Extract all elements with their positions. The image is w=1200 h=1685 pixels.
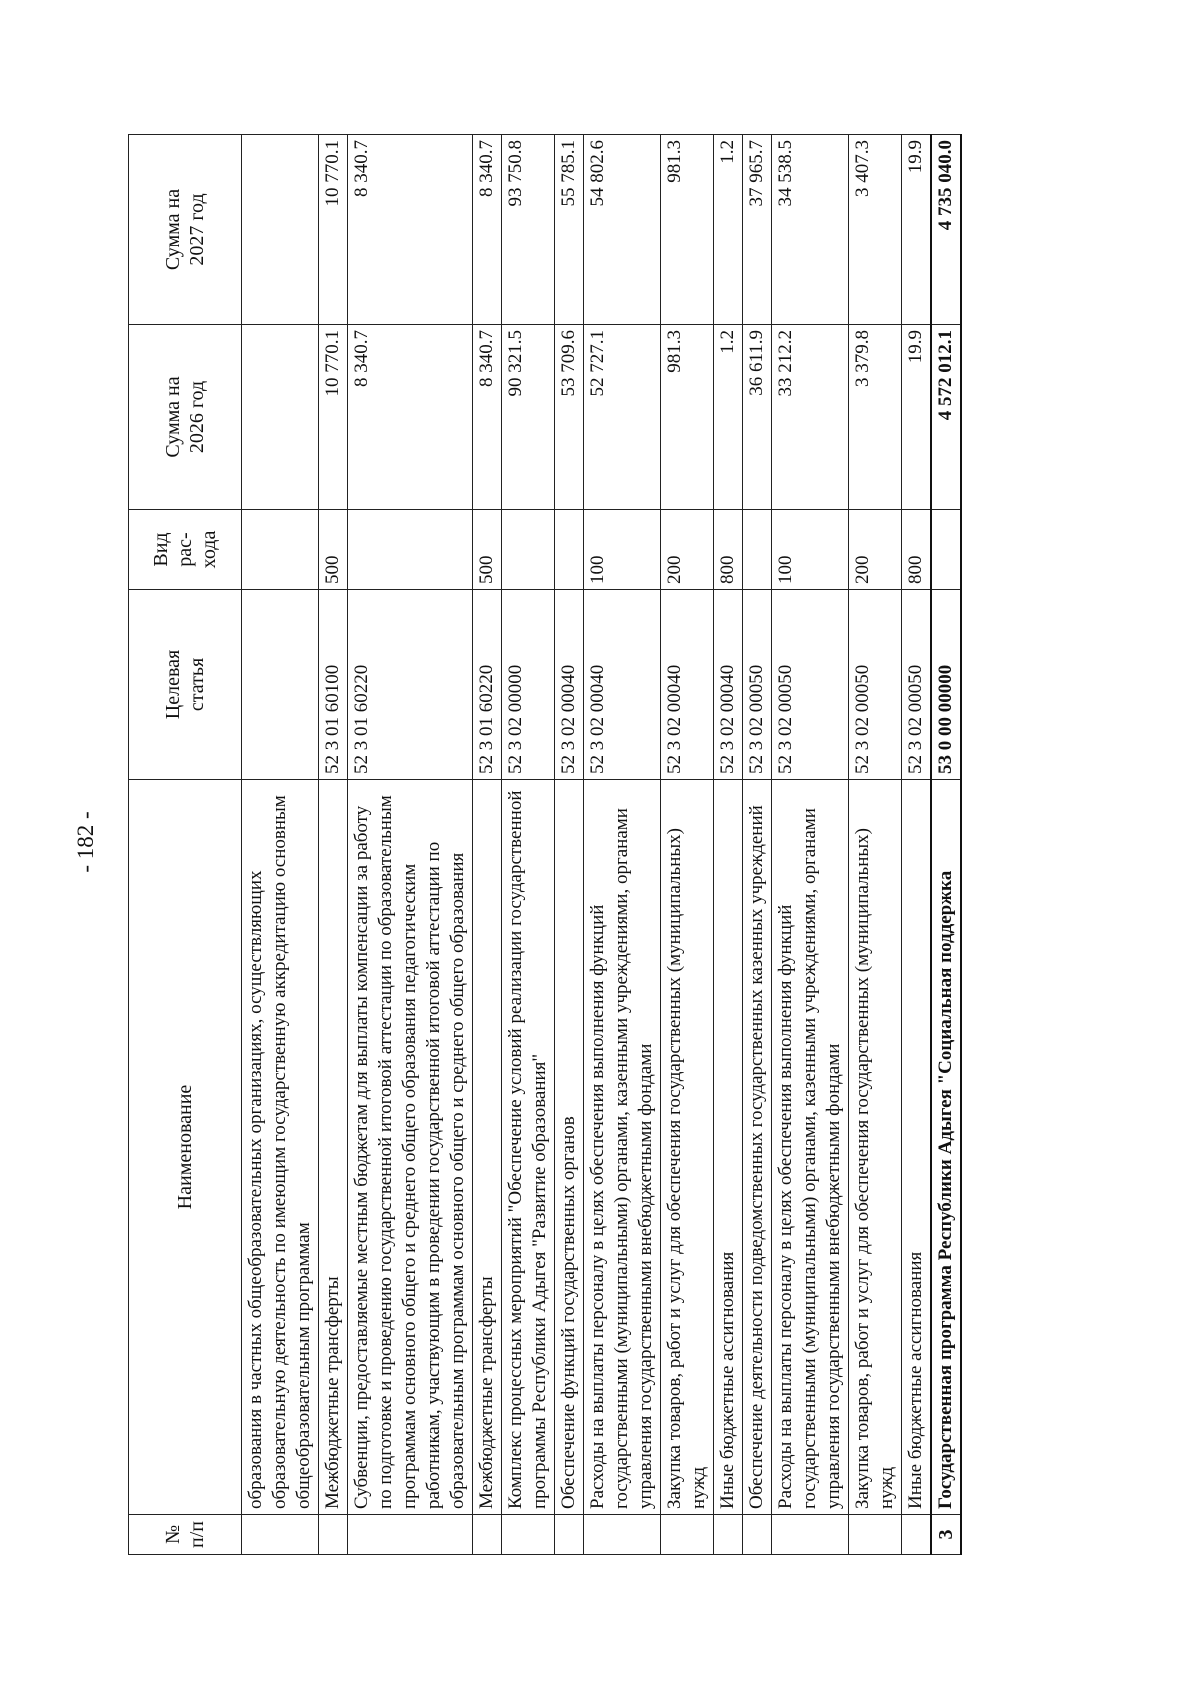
row-target-article: 52 3 01 60100 bbox=[319, 590, 348, 780]
row-sum-2026: 1.2 bbox=[714, 325, 743, 510]
row-expense-type bbox=[348, 510, 473, 590]
row-number bbox=[584, 1515, 661, 1555]
row-target-article: 52 3 02 00050 bbox=[743, 590, 772, 780]
row-name: Межбюджетные трансферты bbox=[319, 780, 348, 1515]
row-expense-type: 500 bbox=[319, 510, 348, 590]
row-expense-type: 200 bbox=[849, 510, 902, 590]
row-number bbox=[743, 1515, 772, 1555]
row-sum-2026: 52 727.1 bbox=[584, 325, 661, 510]
row-number bbox=[319, 1515, 348, 1555]
row-number bbox=[902, 1515, 932, 1555]
row-sum-2027: 93 750.8 bbox=[502, 135, 555, 325]
header-sum-2027: Сумма на 2027 год bbox=[129, 135, 242, 325]
row-sum-2027 bbox=[242, 135, 319, 325]
row-sum-2027: 8 340.7 bbox=[473, 135, 502, 325]
table-row bbox=[714, 135, 743, 1555]
row-name: Иные бюджетные ассигнования bbox=[714, 780, 743, 1515]
row-sum-2026: 10 770.1 bbox=[319, 325, 348, 510]
row-name: Расходы на выплаты персоналу в целях обеспечения выполнения функций государственными (муниципальными) органами, казенными учреждениями, органами управления государственными внебюджетными фондами bbox=[584, 780, 661, 1515]
row-sum-2026: 90 321.5 bbox=[502, 325, 555, 510]
row-sum-2027: 10 770.1 bbox=[319, 135, 348, 325]
table-body bbox=[242, 135, 962, 1555]
row-target-article: 52 3 02 00000 bbox=[502, 590, 555, 780]
row-expense-type: 100 bbox=[772, 510, 849, 590]
row-sum-2027: 55 785.1 bbox=[555, 135, 584, 325]
table-row bbox=[661, 135, 714, 1555]
row-expense-type bbox=[502, 510, 555, 590]
header-type: Вид рас- хода bbox=[129, 510, 242, 590]
row-number bbox=[772, 1515, 849, 1555]
table-row bbox=[849, 135, 902, 1555]
row-sum-2026: 4 572 012.1 bbox=[931, 325, 961, 510]
row-sum-2026: 36 611.9 bbox=[743, 325, 772, 510]
table-row bbox=[772, 135, 849, 1555]
row-expense-type: 800 bbox=[902, 510, 932, 590]
row-name: Иные бюджетные ассигнования bbox=[902, 780, 932, 1515]
row-name: Межбюджетные трансферты bbox=[473, 780, 502, 1515]
row-expense-type bbox=[931, 510, 961, 590]
row-expense-type bbox=[743, 510, 772, 590]
row-sum-2027: 8 340.7 bbox=[348, 135, 473, 325]
table-header-row bbox=[129, 135, 242, 1555]
row-number bbox=[714, 1515, 743, 1555]
row-target-article: 52 3 02 00040 bbox=[584, 590, 661, 780]
row-target-article: 52 3 01 60220 bbox=[473, 590, 502, 780]
row-name: Субвенции, предоставляемые местным бюджетам для выплаты компенсации за работу по подготовке и проведению государственной итоговой аттестации по образовательным программам основного общего и среднего общего образования педагогическим работникам, участвующим в проведении государственной итоговой аттестации по образовательным программам основного общего и среднего общего образования bbox=[348, 780, 473, 1515]
row-target-article: 52 3 02 00050 bbox=[849, 590, 902, 780]
row-target-article: 53 0 00 00000 bbox=[931, 590, 961, 780]
row-sum-2026: 3 379.8 bbox=[849, 325, 902, 510]
row-sum-2027: 34 538.5 bbox=[772, 135, 849, 325]
row-name: Расходы на выплаты персоналу в целях обеспечения выполнения функций государственными (муниципальными) органами, казенными учреждениями, органами управления государственными внебюджетными фондами bbox=[772, 780, 849, 1515]
row-name: Обеспечение функций государственных органов bbox=[555, 780, 584, 1515]
row-number bbox=[661, 1515, 714, 1555]
row-sum-2027: 4 735 040.0 bbox=[931, 135, 961, 325]
row-sum-2027: 37 965.7 bbox=[743, 135, 772, 325]
row-target-article bbox=[242, 590, 319, 780]
row-name: образования в частных общеобразовательных организациях, осуществляющих образовательную деятельность по имеющим государственную аккредитацию основным общеобразовательным программам bbox=[242, 780, 319, 1515]
row-expense-type: 500 bbox=[473, 510, 502, 590]
row-target-article: 52 3 02 00040 bbox=[661, 590, 714, 780]
table-row bbox=[931, 135, 961, 1555]
budget-table bbox=[128, 134, 962, 1555]
row-target-article: 52 3 02 00050 bbox=[772, 590, 849, 780]
row-name: Государственная программа Республики Адыгея "Социальная поддержка bbox=[931, 780, 961, 1515]
row-sum-2026: 53 709.6 bbox=[555, 325, 584, 510]
row-number bbox=[502, 1515, 555, 1555]
row-sum-2026: 8 340.7 bbox=[348, 325, 473, 510]
row-target-article: 52 3 01 60220 bbox=[348, 590, 473, 780]
row-sum-2027: 3 407.3 bbox=[849, 135, 902, 325]
row-sum-2026: 981.3 bbox=[661, 325, 714, 510]
table-row bbox=[555, 135, 584, 1555]
table-row bbox=[902, 135, 932, 1555]
row-number: 3 bbox=[931, 1515, 961, 1555]
header-code: Целевая статья bbox=[129, 590, 242, 780]
row-sum-2026 bbox=[242, 325, 319, 510]
header-sum-2026: Сумма на 2026 год bbox=[129, 325, 242, 510]
row-number bbox=[849, 1515, 902, 1555]
row-target-article: 52 3 02 00040 bbox=[555, 590, 584, 780]
row-sum-2027: 1.2 bbox=[714, 135, 743, 325]
table-row bbox=[348, 135, 473, 1555]
row-sum-2027: 54 802.6 bbox=[584, 135, 661, 325]
table-row bbox=[584, 135, 661, 1555]
row-sum-2026: 19.9 bbox=[902, 325, 932, 510]
row-number bbox=[242, 1515, 319, 1555]
table-row bbox=[502, 135, 555, 1555]
row-name: Закупка товаров, работ и услуг для обеспечения государственных (муниципальных) нужд bbox=[661, 780, 714, 1515]
row-name: Комплекс процессных мероприятий "Обеспечение условий реализации государственной программы Республики Адыгея "Развитие образования" bbox=[502, 780, 555, 1515]
row-expense-type: 200 bbox=[661, 510, 714, 590]
table-row bbox=[473, 135, 502, 1555]
table-row bbox=[743, 135, 772, 1555]
row-number bbox=[473, 1515, 502, 1555]
budget-table-rotated-container bbox=[128, 135, 1058, 1555]
page-number: - 182 - bbox=[73, 811, 98, 873]
row-sum-2027: 19.9 bbox=[902, 135, 932, 325]
row-sum-2027: 981.3 bbox=[661, 135, 714, 325]
row-name: Закупка товаров, работ и услуг для обеспечения государственных (муниципальных) нужд bbox=[849, 780, 902, 1515]
table-row bbox=[242, 135, 319, 1555]
row-expense-type bbox=[242, 510, 319, 590]
row-number bbox=[555, 1515, 584, 1555]
header-num: № п/п bbox=[129, 1515, 242, 1555]
row-target-article: 52 3 02 00040 bbox=[714, 590, 743, 780]
table-row bbox=[319, 135, 348, 1555]
row-sum-2026: 8 340.7 bbox=[473, 325, 502, 510]
row-number bbox=[348, 1515, 473, 1555]
row-sum-2026: 33 212.2 bbox=[772, 325, 849, 510]
row-expense-type: 800 bbox=[714, 510, 743, 590]
row-expense-type: 100 bbox=[584, 510, 661, 590]
row-target-article: 52 3 02 00050 bbox=[902, 590, 932, 780]
row-expense-type bbox=[555, 510, 584, 590]
row-name: Обеспечение деятельности подведомственных государственных казенных учреждений bbox=[743, 780, 772, 1515]
header-name: Наименование bbox=[129, 780, 242, 1515]
